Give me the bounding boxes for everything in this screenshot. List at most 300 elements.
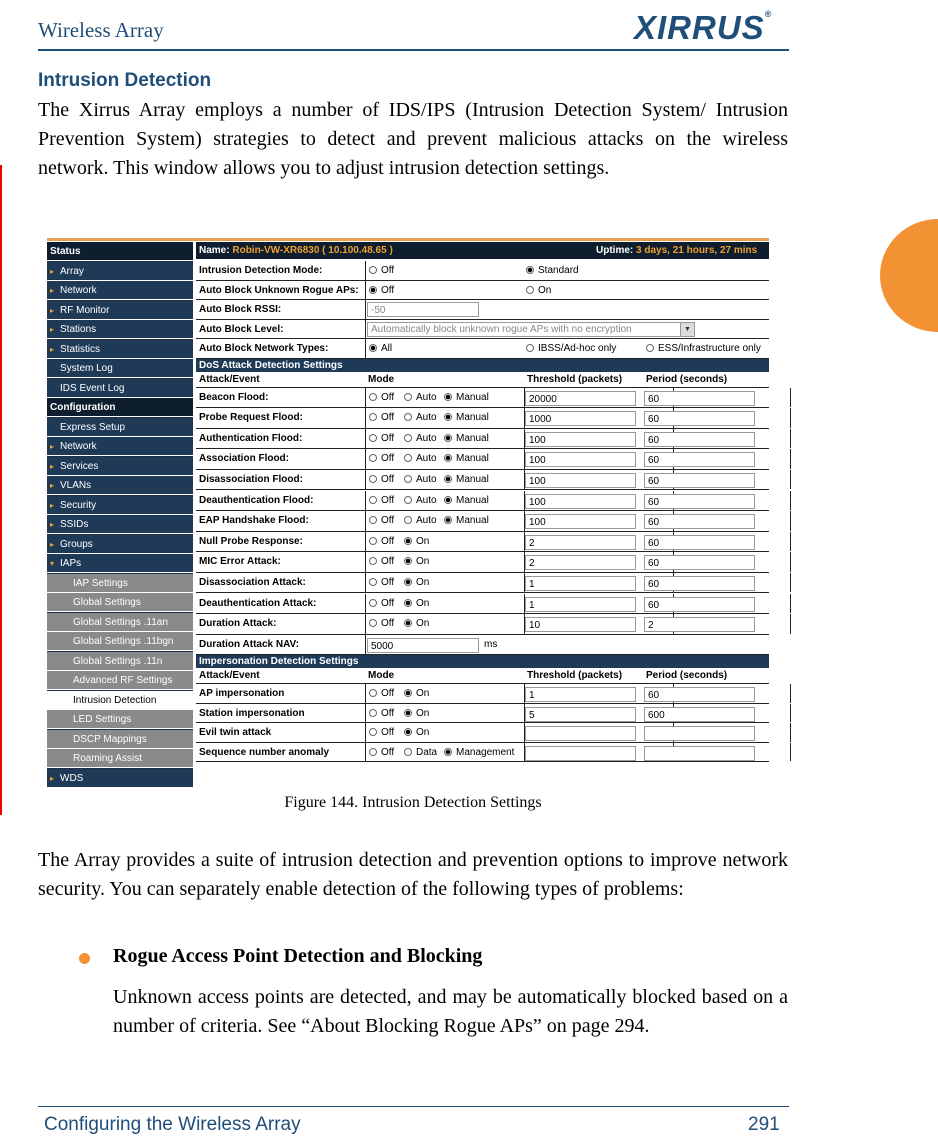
radio-label: Manual [456,494,489,506]
column-divider [790,723,791,742]
radio-option[interactable] [369,614,394,634]
radio-option[interactable] [404,429,437,449]
radio-option[interactable] [444,491,489,511]
nav-item-label: Network [60,441,97,452]
row-label: AP impersonation [196,684,366,703]
settings-row [196,470,769,491]
radio-option[interactable] [369,684,394,704]
radio-option[interactable] [444,743,514,763]
nav-item[interactable] [47,535,193,554]
radio-button[interactable] [369,619,377,627]
radio-label: Manual [456,391,489,403]
radio-button[interactable] [404,728,412,736]
section-bar: Impersonation Detection Settings [196,655,769,668]
row-label: Sequence number anomaly [196,743,366,762]
radio-option[interactable] [369,281,394,301]
settings-row [196,388,769,409]
radio-label: Auto [416,432,437,444]
radio-label: Auto [416,412,437,424]
nav-item[interactable] [47,359,193,378]
name-value: Robin-VW-XR6830 ( 10.100.48.65 ) [232,245,393,256]
row-label: Disassociation Flood: [196,470,366,490]
radio-option[interactable] [369,491,394,511]
radio-label: Auto [416,473,437,485]
radio-option[interactable] [369,532,394,552]
radio-label: Auto [416,453,437,465]
unit-label: ms [484,638,498,650]
radio-button[interactable] [444,475,452,483]
radio-option[interactable] [404,552,429,572]
radio-button[interactable] [369,475,377,483]
nav-item[interactable] [47,671,193,690]
nav-item-label: Groups [60,538,93,550]
radio-option[interactable] [444,408,489,428]
nav-item[interactable] [47,769,193,788]
radio-option[interactable] [369,449,394,469]
row-label: Authentication Flood: [196,429,366,449]
row-label: Duration Attack: [196,614,366,634]
period-input[interactable]: 60 [644,576,755,591]
radio-option[interactable] [444,470,489,490]
radio-label: Off [381,494,395,506]
radio-option[interactable] [369,552,394,572]
threshold-input[interactable]: 10 [525,617,636,632]
threshold-input[interactable]: 5 [525,707,636,722]
radio-button[interactable] [369,266,377,274]
nav-item-label: Status [50,246,81,257]
radio-button[interactable] [404,689,412,697]
radio-option[interactable] [404,594,429,614]
period-input[interactable]: 2 [644,617,755,632]
radio-option[interactable] [646,339,761,359]
period-input[interactable]: 60 [644,391,755,406]
settings-row [196,320,769,340]
nav-item[interactable] [47,242,193,261]
radio-button[interactable] [404,599,412,607]
radio-button[interactable] [404,619,412,627]
radio-label: Off [381,453,395,465]
radio-button[interactable] [369,286,377,294]
threshold-input[interactable]: 1 [525,597,636,612]
radio-button[interactable] [444,748,452,756]
row-label: EAP Handshake Flood: [196,511,366,531]
nav-item[interactable] [47,281,193,300]
nav-sidebar [47,242,193,784]
period-input[interactable]: 60 [644,687,755,702]
radio-option[interactable] [369,388,394,408]
figure-top-rule [47,238,769,241]
expand-arrow-icon: ▸ [50,344,55,354]
column-header-row [196,668,769,684]
radio-option[interactable] [526,261,579,281]
radio-button[interactable] [444,434,452,442]
radio-button[interactable] [369,344,377,352]
expand-arrow-icon: ▸ [50,520,55,529]
nav-item[interactable] [47,457,193,476]
threshold-input[interactable]: 100 [525,473,636,488]
block-level-select[interactable] [367,322,695,337]
radio-option[interactable] [369,511,394,531]
radio-option[interactable] [404,532,429,552]
nav-item-label: Array [60,265,84,277]
radio-label: Off [381,556,395,568]
radio-label: On [416,618,430,630]
radio-label: Off [381,515,395,527]
radio-button[interactable] [369,516,377,524]
radio-button[interactable] [369,537,377,545]
radio-label: Manual [456,473,489,485]
nav-item[interactable] [47,652,193,671]
title-bar [196,242,769,259]
radio-label: On [416,576,430,588]
nav-item-label: Global Settings [73,597,141,608]
nav-item[interactable] [47,749,193,768]
radio-option[interactable] [404,511,437,531]
radio-option[interactable] [404,614,429,634]
radio-option[interactable] [369,743,394,763]
nav-item-label: Stations [60,324,97,335]
nav-item-label: WDS [60,772,84,784]
radio-button[interactable] [404,475,412,483]
nav-item-label: IAP Settings [73,577,128,589]
radio-button[interactable] [369,578,377,586]
radio-option[interactable] [526,281,551,301]
settings-row [196,261,769,281]
expand-arrow-icon: ▸ [50,442,55,451]
radio-button[interactable] [404,557,412,565]
nav-item-label: Roaming Assist [73,753,142,764]
settings-row [196,704,769,724]
settings-row [196,300,769,320]
nav-item[interactable] [47,710,193,729]
radio-button[interactable] [369,748,377,756]
rssi-input[interactable]: -50 [367,302,479,317]
settings-row [196,449,769,470]
nav-item[interactable] [47,437,193,456]
radio-option[interactable] [369,408,394,428]
radio-label: Off [381,618,395,630]
column-divider [790,449,791,469]
row-label: Duration Attack NAV: [196,635,366,655]
column-divider [790,552,791,572]
radio-option[interactable] [369,723,394,743]
name-label: Name: [199,245,230,256]
row-label: Beacon Flood: [196,388,366,408]
column-header: Mode [368,373,395,385]
radio-button[interactable] [404,496,412,504]
nav-item[interactable] [47,730,193,749]
nav-item-label: System Log [60,363,113,374]
radio-label: Off [381,432,395,444]
period-input[interactable]: 60 [644,411,755,426]
radio-label: Off [381,391,395,403]
radio-label: Off [381,597,395,609]
period-input[interactable] [644,726,755,741]
radio-option[interactable] [404,723,429,743]
radio-button[interactable] [444,413,452,421]
column-header: Period (seconds) [646,670,728,682]
row-label: Deauthentication Flood: [196,491,366,511]
column-header: Threshold (packets) [527,373,623,385]
threshold-input[interactable]: 100 [525,432,636,447]
radio-button[interactable] [404,709,412,717]
nav-item-label: SSIDs [60,519,89,530]
nav-item[interactable] [47,574,193,593]
radio-label: Off [381,265,395,276]
radio-label: On [416,727,430,739]
nav-item-label: DSCP Mappings [73,733,147,745]
period-input[interactable]: 60 [644,514,755,529]
radio-button[interactable] [404,454,412,462]
expand-arrow-icon: ▸ [50,266,55,276]
radio-option[interactable] [369,429,394,449]
radio-option[interactable] [369,339,392,359]
settings-row [196,743,769,763]
radio-label: Manual [456,412,489,424]
radio-label: Auto [416,494,437,506]
threshold-input[interactable]: 20000 [525,391,636,406]
nav-item-label: Network [60,285,97,296]
threshold-input[interactable]: 2 [525,535,636,550]
nav-item[interactable] [47,398,193,417]
nav-item[interactable] [47,515,193,534]
xirrus-logo: XIRRUS® [634,9,773,46]
nav-item[interactable] [47,418,193,437]
radio-label: Off [381,707,395,719]
threshold-input[interactable] [525,746,636,761]
radio-button[interactable] [526,344,534,352]
expand-arrow-icon: ▸ [50,500,55,510]
radio-option[interactable] [404,491,437,511]
radio-option[interactable] [404,408,437,428]
radio-button[interactable] [444,393,452,401]
nav-item[interactable] [47,320,193,339]
nav-item[interactable] [47,379,193,398]
radio-option[interactable] [404,388,437,408]
radio-button[interactable] [646,344,654,352]
radio-option[interactable] [404,470,437,490]
column-divider [790,704,791,723]
expand-arrow-icon: ▸ [50,539,55,549]
radio-label: Off [381,688,395,700]
column-divider [790,408,791,428]
nav-item-label: IDS Event Log [60,382,125,394]
radio-button[interactable] [369,599,377,607]
row-label: MIC Error Attack: [196,552,366,572]
radio-option[interactable] [526,339,616,359]
radio-option[interactable] [369,704,394,724]
radio-button[interactable] [444,496,452,504]
section-bar: DoS Attack Detection Settings [196,359,769,372]
radio-option[interactable] [444,449,489,469]
radio-label: Off [381,576,395,588]
radio-option[interactable] [404,684,429,704]
column-header-row [196,372,769,388]
radio-option[interactable] [369,261,394,281]
nav-item[interactable] [47,691,193,710]
nav-item[interactable] [47,593,193,612]
settings-row [196,614,769,635]
settings-row [196,552,769,573]
row-label: Station impersonation [196,704,366,723]
period-input[interactable]: 60 [644,597,755,612]
radio-button[interactable] [369,689,377,697]
period-input[interactable]: 60 [644,473,755,488]
radio-option[interactable] [404,573,429,593]
period-input[interactable]: 60 [644,555,755,570]
row-label: Auto Block RSSI: [196,300,366,319]
column-header: Period (seconds) [646,373,728,385]
settings-row [196,511,769,532]
nav-input[interactable]: 5000 [367,638,479,653]
radio-option[interactable] [369,470,394,490]
radio-button[interactable] [526,286,534,294]
chevron-down-icon[interactable]: ▼ [680,323,694,336]
radio-label: Off [381,284,395,296]
radio-button[interactable] [369,557,377,565]
bullet-title: Rogue Access Point Detection and Blocking [113,945,483,967]
radio-label: On [416,688,430,700]
radio-label: Manual [456,453,489,465]
nav-item[interactable] [47,476,193,495]
column-divider [790,491,791,511]
header-rule [38,49,789,51]
radio-label: On [416,597,430,609]
radio-button[interactable] [369,434,377,442]
row-label: Evil twin attack [196,723,366,742]
radio-button[interactable] [369,496,377,504]
threshold-input[interactable]: 1 [525,687,636,702]
body-paragraph: The Array provides a suite of intrusion detection and prevention options to improve network security. You can separately enable detection of the following types of problems: [38,849,788,900]
chapter-tab [880,219,938,332]
radio-label: ESS/Infrastructure only [658,343,761,354]
radio-button[interactable] [369,454,377,462]
nav-item-label: Global Settings .11n [73,655,163,667]
period-input[interactable]: 60 [644,432,755,447]
radio-label: Off [381,535,395,547]
nav-item-label: Statistics [60,343,101,355]
threshold-input[interactable]: 100 [525,494,636,509]
radio-button[interactable] [404,748,412,756]
nav-item[interactable] [47,632,193,651]
settings-row [196,429,769,450]
radio-label: Management [456,746,515,758]
row-label: Probe Request Flood: [196,408,366,428]
radio-option[interactable] [404,704,429,724]
intro-paragraph: The Xirrus Array employs a number of IDS/IPS (Intrusion Detection System/ Intrusion Prevention System) strategies to detect and prevent malicious attacks on the wireless network. This window allows you to adjust intrusion detection settings. [38,99,788,179]
nav-item-label: Global Settings .11an [73,616,168,628]
nav-item[interactable] [47,340,193,359]
radio-option[interactable] [444,429,489,449]
nav-item-label: Configuration [50,402,116,413]
select-value: Automatically block unknown rogue APs with no encryption [371,323,632,335]
nav-item[interactable] [47,262,193,281]
radio-button[interactable] [404,578,412,586]
radio-button[interactable] [404,413,412,421]
threshold-input[interactable]: 1000 [525,411,636,426]
radio-label: On [416,707,430,719]
nav-item-label: Intrusion Detection [73,694,157,706]
radio-button[interactable] [369,413,377,421]
column-header: Attack/Event [199,670,260,682]
radio-button[interactable] [444,516,452,524]
radio-label: Off [381,727,395,739]
radio-button[interactable] [404,537,412,545]
radio-button[interactable] [369,393,377,401]
radio-label: Off [381,412,395,424]
settings-row [196,723,769,743]
period-input[interactable]: 60 [644,452,755,467]
threshold-input[interactable] [525,726,636,741]
expand-arrow-icon: ▸ [50,286,55,295]
radio-button[interactable] [404,393,412,401]
radio-option[interactable] [444,511,489,531]
nav-item[interactable] [47,496,193,515]
expand-arrow-icon: ▾ [50,559,55,568]
column-divider [790,429,791,449]
threshold-input[interactable]: 2 [525,555,636,570]
row-label: Null Probe Response: [196,532,366,552]
nav-item-label: IAPs [60,558,82,569]
nav-item-label: Security [60,499,97,511]
radio-button[interactable] [369,709,377,717]
threshold-input[interactable]: 100 [525,452,636,467]
radio-option[interactable] [404,449,437,469]
radio-button[interactable] [369,728,377,736]
threshold-input[interactable]: 100 [525,514,636,529]
settings-row [196,573,769,594]
threshold-input[interactable]: 1 [525,576,636,591]
radio-button[interactable] [526,266,534,274]
radio-button[interactable] [404,434,412,442]
bullet-text: Unknown access points are detected, and may be automatically blocked based on a number of criteria. See “About Blocking Rogue APs” on page 294. [113,986,788,1037]
nav-item[interactable] [47,554,193,573]
period-input[interactable]: 60 [644,494,755,509]
radio-option[interactable] [369,594,394,614]
column-divider [790,573,791,593]
column-header: Threshold (packets) [527,670,623,682]
settings-panel [196,242,769,779]
radio-option[interactable] [369,573,394,593]
radio-button[interactable] [444,454,452,462]
footer-chapter: Configuring the Wireless Array [44,1114,301,1135]
radio-option[interactable] [444,388,489,408]
page-number: 291 [748,1114,780,1135]
column-divider [790,470,791,490]
nav-item-label: Global Settings .11bgn [73,636,174,647]
uptime: Uptime: 3 days, 21 hours, 27 mins [596,245,758,256]
column-divider [790,511,791,531]
period-input[interactable]: 600 [644,707,755,722]
nav-item[interactable] [47,301,193,320]
settings-row [196,491,769,512]
nav-item[interactable] [47,613,193,632]
radio-label: Off [381,746,395,758]
screenshot-figure [47,238,769,784]
radio-option[interactable] [404,743,437,763]
radio-label: IBSS/Ad-hoc only [538,343,617,354]
radio-label: All [381,343,393,354]
row-label: Disassociation Attack: [196,573,366,593]
radio-button[interactable] [404,516,412,524]
column-header: Mode [368,670,395,682]
footer-rule [38,1106,789,1107]
radio-label: Manual [456,432,489,444]
period-input[interactable] [644,746,755,761]
settings-row [196,684,769,704]
expand-arrow-icon: ▸ [50,481,55,490]
period-input[interactable]: 60 [644,535,755,550]
